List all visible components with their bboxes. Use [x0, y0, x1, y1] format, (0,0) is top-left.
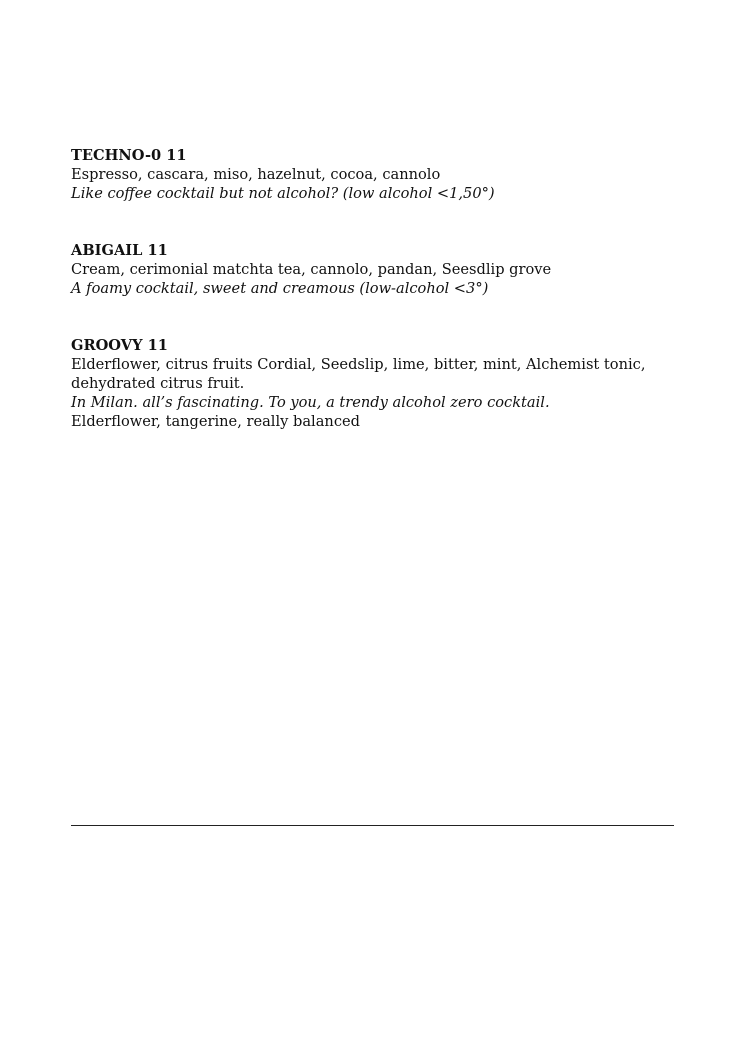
footer-divider: [71, 825, 674, 826]
item-description: Like coffee cocktail but not alcohol? (low alcohol <1,50°): [71, 185, 495, 202]
menu-item-groovy: [71, 336, 681, 431]
item-title: GROOVY 11: [71, 337, 168, 354]
drink-menu: [71, 146, 681, 431]
item-ingredients: Espresso, cascara, miso, hazelnut, cocoa, cannolo: [71, 166, 441, 183]
item-title: TECHNO-0 11: [71, 147, 187, 164]
menu-item-abigail: [71, 241, 681, 298]
item-ingredients: Elderflower, citrus fruits Cordial, Seedslip, lime, bitter, mint, Alchemist tonic, dehydrated citrus fruit.: [71, 356, 646, 392]
item-description: A foamy cocktail, sweet and creamous (low-alcohol <3°): [71, 280, 489, 297]
menu-item-techno-0: [71, 146, 681, 203]
item-description: In Milan. all’s fascinating. To you, a trendy alcohol zero cocktail.: [71, 394, 550, 411]
item-note: Elderflower, tangerine, really balanced: [71, 413, 360, 430]
item-title: ABIGAIL 11: [71, 242, 168, 259]
item-ingredients: Cream, cerimonial matchta tea, cannolo, pandan, Seesdlip grove: [71, 261, 552, 278]
